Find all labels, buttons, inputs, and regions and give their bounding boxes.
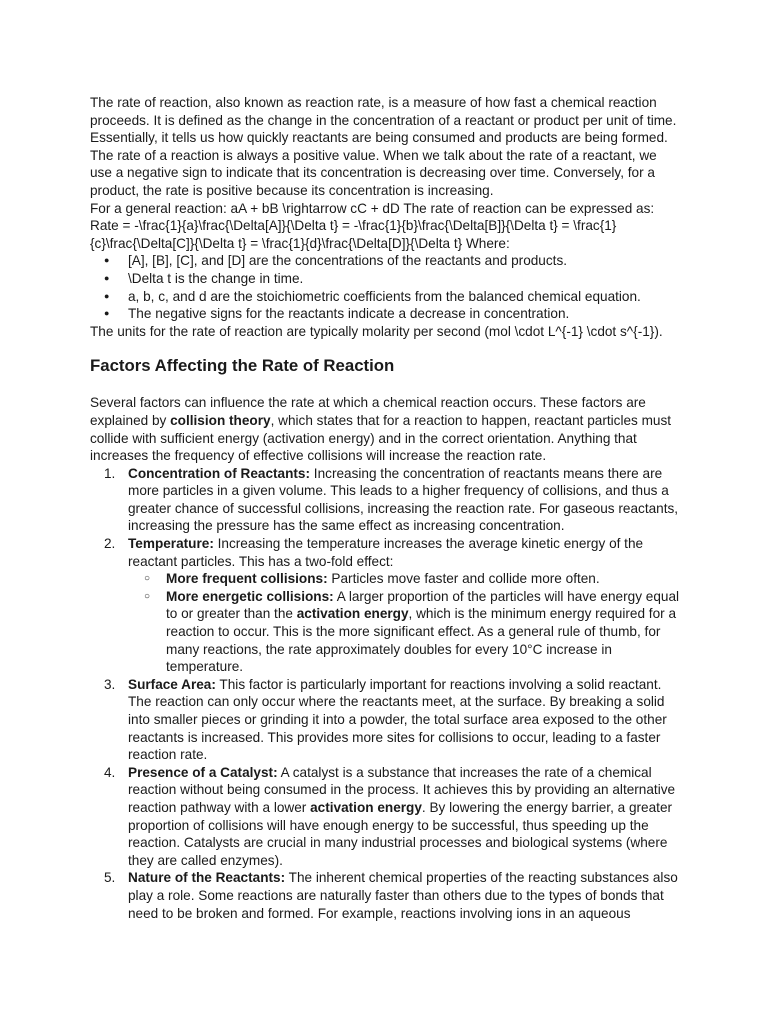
list-number: 4. — [104, 764, 116, 780]
factor-title: Concentration of Reactants: — [128, 465, 311, 481]
factor-title: Surface Area: — [128, 676, 216, 692]
intro-paragraph-definition: The rate of reaction, also known as reaction rate, is a measure of how fast a chemical reaction proceeds. It is defined as the change in the concentration of a reactant or product per unit of time. Essentially, it tells us how quickly reactants are being consumed and products are being formed. — [90, 95, 677, 146]
factors-intro-text-pre: Several factors can influence the rate at which a chemical reaction occurs. These factors are explained by — [90, 395, 646, 428]
factors-intro-paragraph — [90, 394, 682, 464]
list-number: 2. — [104, 536, 116, 552]
factor-text: This factor is particularly important for reactions involving a solid reactant. The reaction can only occur where the reactants meet, at the surface. By breaking a solid into smaller pieces or grinding it into a powder, the total surface area exposed to the other reactants is increased. This provides more sites for collisions to occur, leading to a faster reaction rate. — [128, 676, 667, 763]
document-page — [90, 94, 682, 922]
temperature-effects-list — [128, 570, 682, 676]
intro-paragraph-formula: For a general reaction: aA + bB \rightarrow cC + dD The rate of reaction can be expressed as: Rate = -\frac{1}{a}\frac{\Delta[A]}{\Delta t} = -\frac{1}{b}\frac{\Delta[B]}{\Delta t} = \frac{1}{c}\frac{\Delta[C]}{\Delta t} = \frac{1}{d}\frac{\Delta[D]}{\Delta t} Where: — [90, 200, 655, 251]
factor-text: The inherent chemical properties of the reacting substances also play a role. Some reactions are naturally faster than others due to the types of bonds that need to be broken and formed. For example, reactions involving ions in an aqueous — [128, 870, 678, 921]
factor-title: Presence of a Catalyst: — [128, 764, 278, 780]
sub-list-item — [166, 588, 682, 676]
sub-list-item — [166, 570, 682, 588]
factor-item-temperature — [104, 535, 682, 676]
factors-intro-text-post: , which states that for a reaction to happen, reactant particles must collide with sufficient energy (activation energy) and in the correct orientation. Anything that increases the frequency of effective collisions will increase the reaction rate. — [90, 412, 672, 464]
factor-item-nature — [104, 869, 682, 922]
formula-terms-list — [90, 252, 682, 322]
sub-item-text-pre: A larger proportion of the particles will have energy equal to or greater than the — [166, 588, 680, 622]
factor-title: Temperature: — [128, 536, 214, 552]
sub-item-text-post: , which is the minimum energy required for a reaction to occur. This is the more significant effect. As a general rule of thumb, for many reactions, the rate approximately doubles for every 10°C increase in temperature. — [166, 606, 677, 675]
list-number: 1. — [104, 465, 116, 481]
factors-list — [90, 465, 682, 922]
sub-item-title: More frequent collisions: — [166, 571, 328, 587]
factor-bold: activation energy — [310, 799, 422, 815]
sub-item-text: Particles move faster and collide more often. — [327, 571, 600, 587]
factor-text-pre: A catalyst is a substance that increases the rate of a chemical reaction without being consumed in the process. It achieves this by providing an alternative reaction pathway with a lower — [128, 764, 676, 815]
intro-paragraph-sign: The rate of a reaction is always a positive value. When we talk about the rate of a reactant, we use a negative sign to indicate that its concentration is decreasing over time. Conversely, for a product, the rate is positive because its concentration is increasing. — [90, 147, 657, 198]
factor-title: Nature of the Reactants: — [128, 870, 286, 886]
factor-item-surface-area — [104, 676, 682, 764]
section-heading-factors: Factors Affecting the Rate of Reaction — [90, 356, 395, 376]
list-item: ● [A], [B], [C], and [D] are the concentrations of the reactants and products. — [128, 252, 682, 270]
list-number: 5. — [104, 870, 116, 886]
list-item: ● \Delta t is the change in time. — [128, 270, 682, 288]
sub-item-title: More energetic collisions: — [166, 588, 334, 604]
factor-text-post: . By lowering the energy barrier, a greater proportion of collisions will have enough energy to be successful, thus speeding up the reaction. Catalysts are crucial in many industrial processes and biological systems (where they are called enzymes). — [128, 799, 673, 868]
factor-text: Increasing the concentration of reactants means there are more particles in a given volume. This leads to a higher frequency of collisions, and thus a greater chance of successful collisions, increasing the reaction rate. For gaseous reactants, increasing the pressure has the same effect as increasing concentration. — [128, 465, 679, 534]
intro-paragraph-units: The units for the rate of reaction are typically molarity per second (mol \cdot L^{-1} \cdot s^{-1}). — [90, 323, 663, 339]
list-number: 3. — [104, 676, 116, 692]
factor-item-concentration — [104, 465, 682, 535]
factors-intro-bold: collision theory — [170, 412, 271, 428]
list-item: ● a, b, c, and d are the stoichiometric coefficients from the balanced chemical equation. — [128, 288, 682, 306]
factor-text: Increasing the temperature increases the average kinetic energy of the reactant particles. This has a two-fold effect: — [128, 536, 644, 569]
sub-item-bold: activation energy — [296, 606, 409, 622]
list-item: ● The negative signs for the reactants indicate a decrease in concentration. — [128, 305, 682, 323]
factor-item-catalyst — [104, 764, 682, 870]
